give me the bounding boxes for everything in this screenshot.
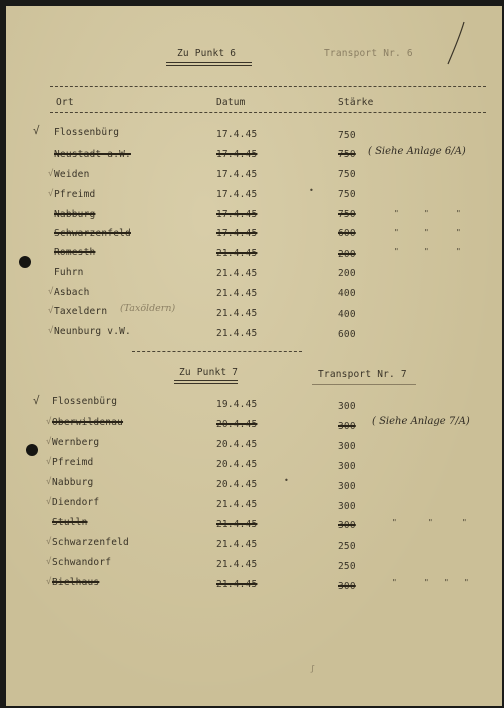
document-page xyxy=(6,6,502,706)
table-row-place: Nabburg xyxy=(52,477,94,488)
table-row-date: 20.4.45 xyxy=(216,479,258,490)
ditto-mark: " xyxy=(424,228,429,237)
table-row-strength: 750 xyxy=(338,209,356,220)
table-row-strength: 300 xyxy=(338,401,356,412)
table-row-place: Flossenbürg xyxy=(54,127,120,138)
check-mark: √ xyxy=(46,557,52,567)
ditto-mark: " xyxy=(392,518,397,527)
stray-dot: • xyxy=(309,186,314,195)
table-row-strength: 750 xyxy=(338,189,356,200)
section-1-top-divider xyxy=(50,86,486,87)
section-divider xyxy=(132,351,302,352)
table-row-strength: 600 xyxy=(338,228,356,239)
annotation-taxoeldern: (Taxöldern) xyxy=(120,303,176,314)
section-2-transport-underline xyxy=(312,384,416,385)
check-mark: √ xyxy=(48,306,54,316)
section-1-header-divider xyxy=(50,112,486,113)
table-row-date: 17.4.45 xyxy=(216,129,258,140)
table-row-strength: 300 xyxy=(338,441,356,452)
section-2-title-underline-2 xyxy=(174,383,238,384)
check-mark: √ xyxy=(46,577,52,587)
ditto-mark: " xyxy=(456,228,461,237)
check-mark: √ xyxy=(48,287,54,297)
table-row-place: Pfreimd xyxy=(54,189,96,200)
table-row-place: Wernberg xyxy=(52,437,100,448)
table-row-place: Asbach xyxy=(54,287,90,298)
table-row-place: Neustadt a.W. xyxy=(54,149,131,160)
section-1-title-underline xyxy=(166,62,252,63)
section-1-transport-label: Transport Nr. 6 xyxy=(324,48,413,59)
check-mark: √ xyxy=(33,124,40,137)
ditto-mark: " xyxy=(428,518,433,527)
table-row-date: 20.4.45 xyxy=(216,419,258,430)
ditto-mark: " xyxy=(456,209,461,218)
table-row-place: Fuhrn xyxy=(54,267,84,278)
table-row-place: Flossenbürg xyxy=(52,396,118,407)
ditto-mark: " xyxy=(462,518,467,527)
table-row-date: 21.4.45 xyxy=(216,499,258,510)
table-row-place: Romesth xyxy=(54,247,96,258)
table-row-date: 21.4.45 xyxy=(216,248,258,259)
annotation-siehe-anlage-6a: ( Siehe Anlage 6/A) xyxy=(368,146,466,157)
table-row-date: 17.4.45 xyxy=(216,228,258,239)
check-mark: √ xyxy=(48,169,54,179)
table-row-date: 21.4.45 xyxy=(216,559,258,570)
table-row-date: 17.4.45 xyxy=(216,189,258,200)
ditto-mark: " xyxy=(424,247,429,256)
column-header-staerke: Stärke xyxy=(338,97,374,108)
annotation-siehe-anlage-7a: ( Siehe Anlage 7/A) xyxy=(372,416,470,427)
ditto-mark: " xyxy=(424,578,429,587)
table-row-place: Stulln xyxy=(52,517,88,528)
table-row-strength: 300 xyxy=(338,501,356,512)
table-row-place: Schwandorf xyxy=(52,557,112,568)
pen-stroke-mark xyxy=(442,18,472,68)
check-mark: √ xyxy=(46,437,52,447)
table-row-strength: 300 xyxy=(338,581,356,592)
table-row-date: 21.4.45 xyxy=(216,328,258,339)
table-row-strength: 300 xyxy=(338,520,356,531)
table-row-strength: 300 xyxy=(338,421,356,432)
column-header-ort: Ort xyxy=(56,97,74,108)
section-2-transport-label: Transport Nr. 7 xyxy=(318,369,407,380)
section-1-title-underline-2 xyxy=(166,65,252,66)
check-mark: √ xyxy=(46,477,52,487)
ditto-mark: " xyxy=(456,247,461,256)
table-row-date: 21.4.45 xyxy=(216,539,258,550)
table-row-date: 21.4.45 xyxy=(216,579,258,590)
table-row-date: 17.4.45 xyxy=(216,169,258,180)
ditto-mark: " xyxy=(424,209,429,218)
table-row-place: Neunburg v.W. xyxy=(54,326,131,337)
ditto-mark: " xyxy=(394,209,399,218)
section-2-title-underline xyxy=(174,380,238,381)
table-row-date: 17.4.45 xyxy=(216,209,258,220)
table-row-strength: 750 xyxy=(338,169,356,180)
table-row-strength: 400 xyxy=(338,288,356,299)
table-row-place: Nabburg xyxy=(54,209,96,220)
table-row-strength: 600 xyxy=(338,329,356,340)
table-row-date: 21.4.45 xyxy=(216,288,258,299)
table-row-date: 19.4.45 xyxy=(216,399,258,410)
ditto-mark: " xyxy=(394,228,399,237)
section-1-title: Zu Punkt 6 xyxy=(177,48,237,59)
table-row-strength: 200 xyxy=(338,249,356,260)
table-row-date: 20.4.45 xyxy=(216,459,258,470)
check-mark: √ xyxy=(48,189,54,199)
table-row-strength: 200 xyxy=(338,268,356,279)
check-mark: √ xyxy=(33,394,40,407)
column-header-datum: Datum xyxy=(216,97,246,108)
table-row-place: Oberwildenau xyxy=(52,417,124,428)
table-row-place: Diendorf xyxy=(52,497,100,508)
ditto-mark: " xyxy=(392,578,397,587)
table-row-strength: 400 xyxy=(338,309,356,320)
table-row-strength: 300 xyxy=(338,461,356,472)
table-row-date: 21.4.45 xyxy=(216,308,258,319)
table-row-place: Weiden xyxy=(54,169,90,180)
ditto-mark: " xyxy=(444,578,449,587)
punch-hole-top xyxy=(19,256,31,268)
table-row-strength: 250 xyxy=(338,561,356,572)
table-row-strength: 300 xyxy=(338,481,356,492)
table-row-place: Schwarzenfeld xyxy=(52,537,129,548)
section-2-title: Zu Punkt 7 xyxy=(179,367,239,378)
table-row-place: Bielhaus xyxy=(52,577,100,588)
check-mark: √ xyxy=(48,326,54,336)
check-mark: √ xyxy=(46,457,52,467)
ditto-mark: " xyxy=(394,247,399,256)
table-row-strength: 750 xyxy=(338,130,356,141)
stray-dot: • xyxy=(284,476,289,485)
check-mark: √ xyxy=(46,537,52,547)
stray-mark: ʃ xyxy=(310,664,315,673)
ditto-mark: " xyxy=(464,578,469,587)
table-row-date: 17.4.45 xyxy=(216,149,258,160)
table-row-date: 21.4.45 xyxy=(216,268,258,279)
check-mark: √ xyxy=(46,417,52,427)
punch-hole-bottom xyxy=(26,444,38,456)
table-row-strength: 750 xyxy=(338,149,356,160)
table-row-place: Pfreimd xyxy=(52,457,94,468)
table-row-place: Taxeldern xyxy=(54,306,108,317)
table-row-strength: 250 xyxy=(338,541,356,552)
table-row-date: 20.4.45 xyxy=(216,439,258,450)
table-row-date: 21.4.45 xyxy=(216,519,258,530)
check-mark: √ xyxy=(46,497,52,507)
table-row-place: Schwarzenfeld xyxy=(54,228,131,239)
